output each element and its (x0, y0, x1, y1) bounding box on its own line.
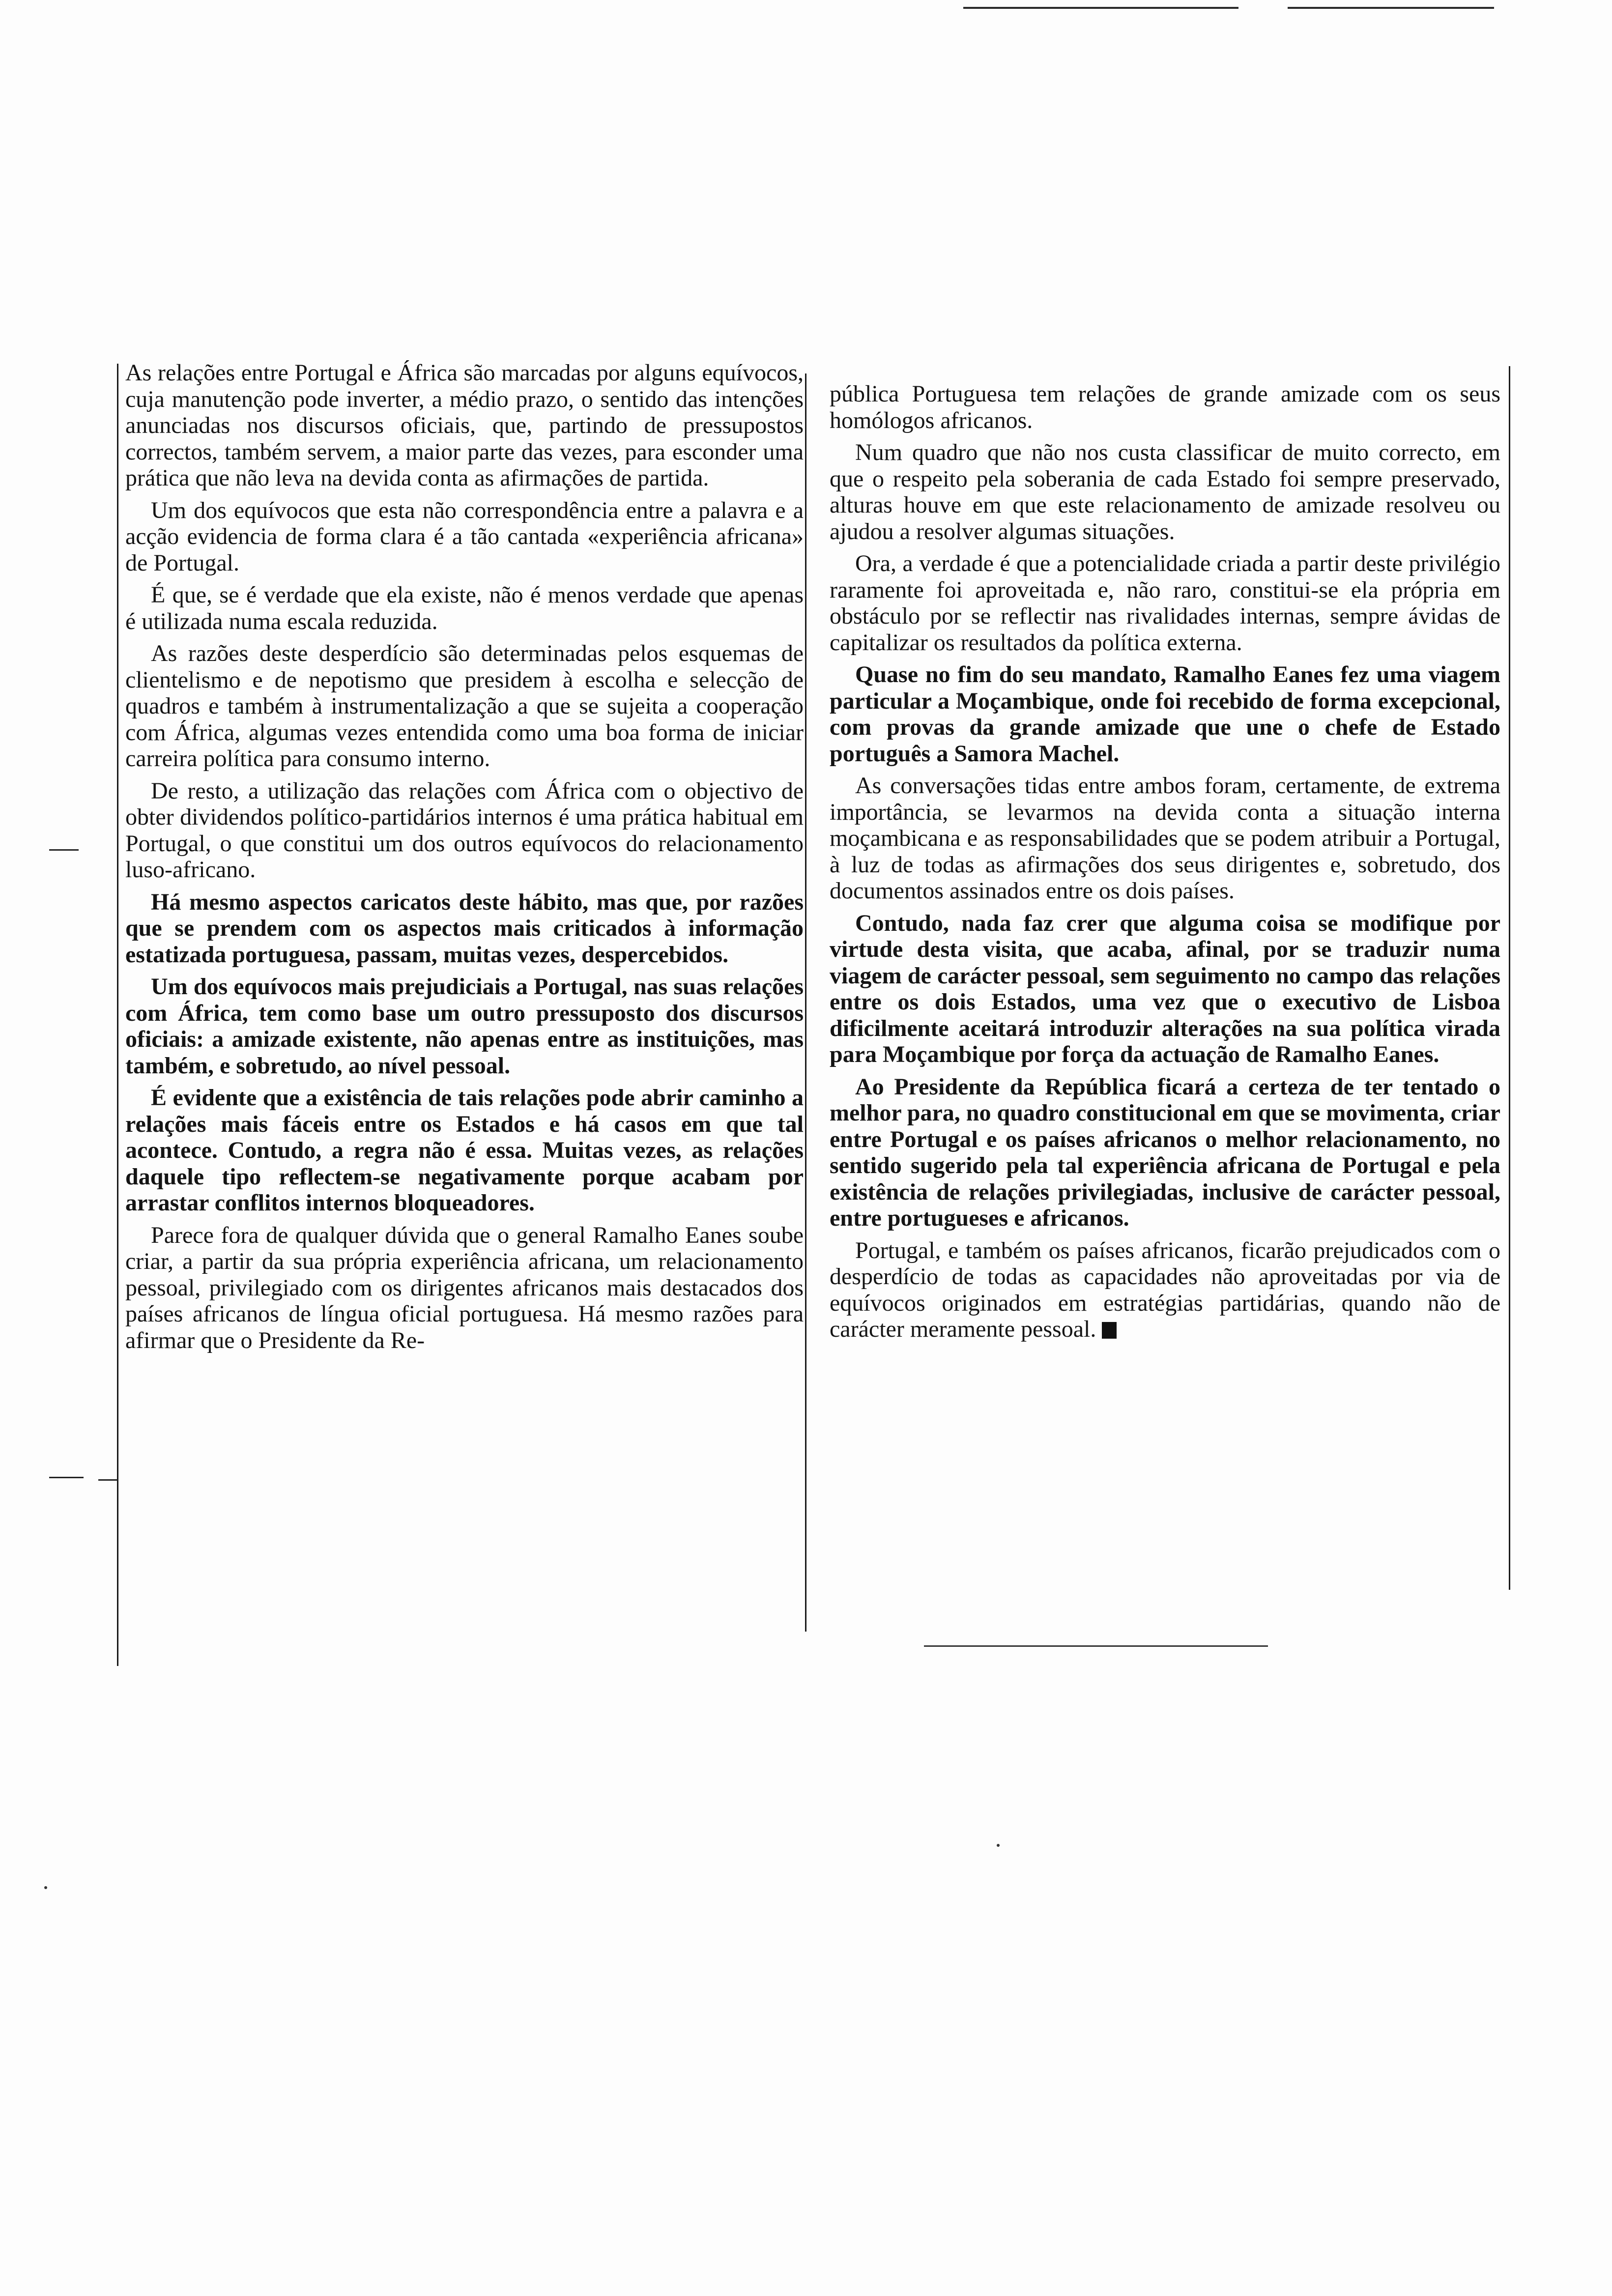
article-paragraph: pública Portuguesa tem relações de grande amizade com os seus homólogos africanos. (830, 381, 1500, 433)
right-column-border (1509, 366, 1510, 1590)
margin-mark (49, 1477, 84, 1478)
article-paragraph: Num quadro que não nos custa classificar de muito correcto, em que o respeito pela soberania de cada Estado foi sempre preservado, alturas houve em que este relacionamento de amizade resolveu ou ajudou a resolver algumas situações. (830, 439, 1500, 545)
article-paragraph: As conversações tidas entre ambos foram, certamente, de extrema importância, se levarmos na devida conta a situação interna moçambicana e as responsabilidades que se podem atribuir a Portugal, à luz de todas as afirmações dos seus dirigentes e, sobretudo, dos documentos assinados entre os dois países. (830, 773, 1500, 904)
left-column-border (117, 364, 118, 1666)
top-rule (963, 7, 1238, 9)
article-paragraph: As relações entre Portugal e África são marcadas por alguns equívocos, cuja manutenção pode inverter, a médio prazo, o sentido das intenções anunciadas nos discursos oficiais, que, partindo de pressupostos correctos, também servem, a maior parte das vezes, para esconder uma prática que não leva na devida conta as afirmações de partida. (125, 360, 804, 491)
article-paragraph: Contudo, nada faz crer que alguma coisa se modifique por virtude desta visita, que acaba, afinal, por se traduzir numa viagem de carácter pessoal, sem seguimento no campo das relações entre os dois Estados, uma vez que o executivo de Lisboa dificilmente aceitará introduzir alterações na sua política virada para Moçambique por força da actuação de Ramalho Eanes. (830, 910, 1500, 1067)
article-paragraph: De resto, a utilização das relações com África com o objectivo de obter dividendos político-partidários internos é uma prática habitual em Portugal, o que constitui um dos outros equívocos do relacionamento luso-africano. (125, 777, 804, 883)
bottom-rule (924, 1645, 1268, 1647)
margin-mark (98, 1479, 118, 1481)
article-paragraph: Ora, a verdade é que a potencialidade criada a partir deste privilégio raramente foi aproveitada e, não raro, constitui-se ela própria em obstáculo por se reflectir nas rivalidades internas, sempre ávidas de capitalizar os resultados da política externa. (830, 550, 1500, 656)
top-rule (1288, 7, 1494, 9)
article-paragraph: Um dos equívocos que esta não correspondência entre a palavra e a acção evidencia de forma clara é a tão cantada «experiência africana» de Portugal. (125, 497, 804, 576)
article-paragraph-text: Portugal, e também os países africanos, ficarão prejudicados com o desperdício de todas as capacidades não aproveitadas por via de equívocos originados em estratégias partidárias, quando não de carácter meramente pessoal. (830, 1237, 1500, 1342)
article-left-column (125, 360, 804, 1359)
scan-speck (44, 1886, 47, 1889)
article-paragraph: Ao Presidente da República ficará a certeza de ter tentado o melhor para, no quadro constitucional em que se movimenta, criar entre Portugal e os países africanos o melhor relacionamento, no sentido sugerido pela tal experiência africana de Portugal e pela existência de relações privilegiadas, inclusive de carácter pessoal, entre portugueses e africanos. (830, 1073, 1500, 1231)
article-paragraph: As razões deste desperdício são determinadas pelos esquemas de clientelismo e de nepotismo que presidem à escolha e selecção de quadros e também à instrumentalização a que se sujeita a cooperação com África, algumas vezes entendida como uma boa forma de iniciar carreira política para consumo interno. (125, 640, 804, 772)
article-paragraph: É evidente que a existência de tais relações pode abrir caminho a relações mais fáceis entre os Estados e há casos em que tal acontece. Contudo, a regra não é essa. Muitas vezes, as relações daquele tipo reflectem-se negativamente porque acabam por arrastar conflitos internos bloqueadores. (125, 1085, 804, 1216)
article-paragraph: É que, se é verdade que ela existe, não é menos verdade que apenas é utilizada numa escala reduzida. (125, 582, 804, 634)
column-divider (805, 373, 806, 1632)
article-paragraph: Um dos equívocos mais prejudiciais a Portugal, nas suas relações com África, tem como base um outro pressuposto dos discursos oficiais: a amizade existente, não apenas entre as instituições, mas também, e sobretudo, ao nível pessoal. (125, 974, 804, 1079)
article-right-column (830, 381, 1500, 1349)
scan-speck (997, 1844, 1000, 1847)
article-paragraph: Parece fora de qualquer dúvida que o general Ramalho Eanes soube criar, a partir da sua própria experiência africana, um relacionamento pessoal, privilegiado com os dirigentes africanos mais destacados dos países africanos de língua oficial portuguesa. Há mesmo razões para afirmar que o Presidente da Re- (125, 1222, 804, 1353)
margin-mark (49, 849, 79, 851)
article-paragraph: Há mesmo aspectos caricatos deste hábito, mas que, por razões que se prendem com os aspectos mais criticados à informação estatizada portuguesa, passam, muitas vezes, despercebidos. (125, 889, 804, 968)
article-closing-paragraph (830, 1237, 1500, 1343)
end-of-article-mark (1102, 1322, 1117, 1339)
article-paragraph: Quase no fim do seu mandato, Ramalho Eanes fez uma viagem particular a Moçambique, onde foi recebido de forma excepcional, com provas da grande amizade que une o chefe de Estado português a Samora Machel. (830, 661, 1500, 767)
